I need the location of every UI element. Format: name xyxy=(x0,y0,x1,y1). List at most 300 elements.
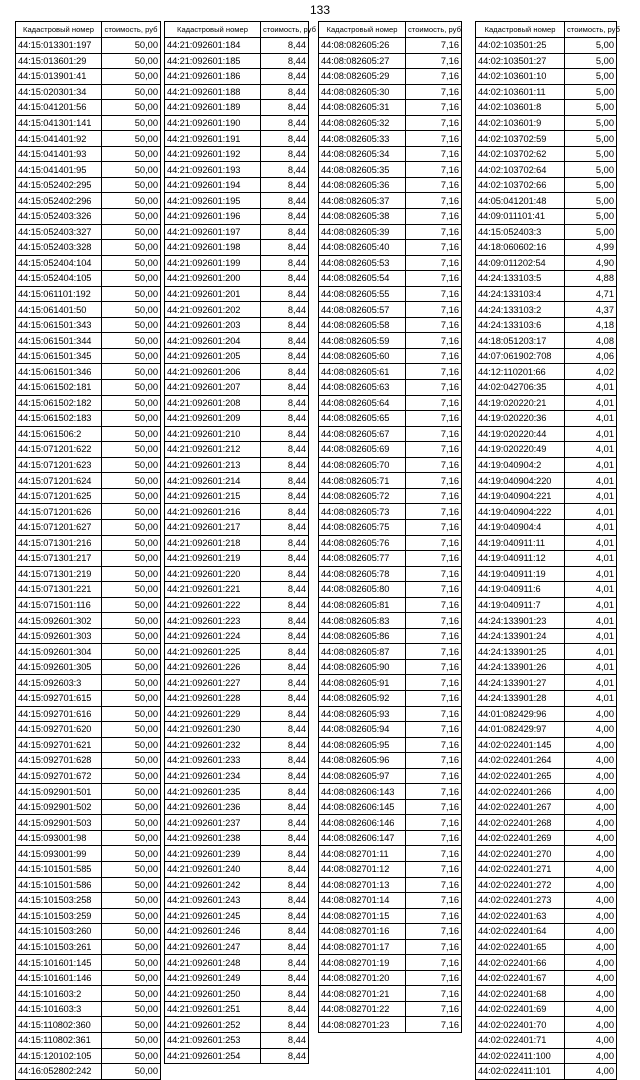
header-cost: стоимость, руб xyxy=(406,22,462,38)
cost-cell: 8,44 xyxy=(261,753,309,769)
cadastral-number-cell: 44:12:110201:66 xyxy=(476,364,565,380)
cost-cell: 7,16 xyxy=(406,271,462,287)
cost-cell: 50,00 xyxy=(102,690,161,706)
cost-cell: 5,00 xyxy=(565,84,617,100)
cadastral-number-cell: 44:21:092601:242 xyxy=(165,877,261,893)
cadastral-number-cell: 44:15:041201:56 xyxy=(16,100,102,116)
cadastral-number-cell: 44:15:041301:141 xyxy=(16,115,102,131)
cost-cell: 7,16 xyxy=(406,411,462,427)
cadastral-number-cell: 44:02:022401:69 xyxy=(476,1001,565,1017)
cadastral-number-cell: 44:15:041401:95 xyxy=(16,162,102,178)
table-row xyxy=(16,426,161,442)
cost-cell: 50,00 xyxy=(102,442,161,458)
table-row xyxy=(165,613,309,629)
cost-cell: 50,00 xyxy=(102,830,161,846)
table-row xyxy=(165,84,309,100)
cost-cell: 4,00 xyxy=(565,1048,617,1064)
cadastral-number-cell: 44:02:022401:271 xyxy=(476,861,565,877)
cost-cell: 7,16 xyxy=(406,659,462,675)
cost-cell: 4,00 xyxy=(565,893,617,909)
table-row xyxy=(16,224,161,240)
cost-cell: 8,44 xyxy=(261,722,309,738)
cadastral-number-cell: 44:08:082605:95 xyxy=(319,737,406,753)
cost-cell: 7,16 xyxy=(406,768,462,784)
table-row xyxy=(319,131,462,147)
cadastral-number-cell: 44:08:082605:80 xyxy=(319,582,406,598)
cadastral-table-4 xyxy=(475,21,620,1080)
table-row xyxy=(476,38,617,54)
table-row xyxy=(16,597,161,613)
cadastral-number-cell: 44:08:082701:16 xyxy=(319,924,406,940)
cost-cell: 50,00 xyxy=(102,426,161,442)
cost-cell: 8,44 xyxy=(261,131,309,147)
table-row xyxy=(319,302,462,318)
table-row xyxy=(16,986,161,1002)
table-row xyxy=(319,986,462,1002)
table-row xyxy=(319,84,462,100)
cadastral-number-cell: 44:21:092601:238 xyxy=(165,830,261,846)
cost-cell: 50,00 xyxy=(102,457,161,473)
table-row xyxy=(16,209,161,225)
cadastral-number-cell: 44:21:092601:254 xyxy=(165,1048,261,1064)
cadastral-number-cell: 44:15:061502:181 xyxy=(16,380,102,396)
cost-cell: 50,00 xyxy=(102,551,161,567)
cadastral-number-cell: 44:15:092601:304 xyxy=(16,644,102,660)
cadastral-number-cell: 44:19:040904:220 xyxy=(476,473,565,489)
table-row xyxy=(16,286,161,302)
cadastral-number-cell: 44:02:022401:269 xyxy=(476,830,565,846)
cadastral-number-cell: 44:02:022401:268 xyxy=(476,815,565,831)
cost-cell: 50,00 xyxy=(102,348,161,364)
table-row xyxy=(319,255,462,271)
cost-cell: 8,44 xyxy=(261,784,309,800)
cost-cell: 50,00 xyxy=(102,970,161,986)
table-row xyxy=(16,535,161,551)
table-row xyxy=(16,893,161,909)
cost-cell: 8,44 xyxy=(261,224,309,240)
table-row xyxy=(16,799,161,815)
cost-cell: 5,00 xyxy=(565,162,617,178)
cost-cell: 8,44 xyxy=(261,768,309,784)
table-row xyxy=(16,613,161,629)
cost-cell: 4,99 xyxy=(565,240,617,256)
cadastral-number-cell: 44:15:092901:503 xyxy=(16,815,102,831)
table-row xyxy=(165,597,309,613)
cost-cell: 7,16 xyxy=(406,597,462,613)
cadastral-number-cell: 44:15:071201:623 xyxy=(16,457,102,473)
cost-cell: 8,44 xyxy=(261,84,309,100)
cost-cell: 7,16 xyxy=(406,395,462,411)
cost-cell: 8,44 xyxy=(261,348,309,364)
table-row xyxy=(319,551,462,567)
cadastral-number-cell: 44:15:120102:105 xyxy=(16,1048,102,1064)
cost-cell: 5,00 xyxy=(565,131,617,147)
cadastral-number-cell: 44:08:082605:97 xyxy=(319,768,406,784)
table-row xyxy=(16,162,161,178)
cadastral-number-cell: 44:08:082605:33 xyxy=(319,131,406,147)
header-cost: стоимость, руб xyxy=(565,22,617,38)
cost-cell: 8,44 xyxy=(261,255,309,271)
cadastral-number-cell: 44:15:101503:261 xyxy=(16,939,102,955)
cadastral-number-cell: 44:08:082701:22 xyxy=(319,1001,406,1017)
cadastral-number-cell: 44:08:082701:19 xyxy=(319,955,406,971)
cost-cell: 4,00 xyxy=(565,970,617,986)
cadastral-number-cell: 44:15:101503:260 xyxy=(16,924,102,940)
table-row xyxy=(16,100,161,116)
table-row xyxy=(165,364,309,380)
cadastral-number-cell: 44:08:082605:72 xyxy=(319,488,406,504)
cadastral-number-cell: 44:15:092601:305 xyxy=(16,659,102,675)
cost-cell: 7,16 xyxy=(406,209,462,225)
cost-cell: 8,44 xyxy=(261,830,309,846)
table-row xyxy=(476,348,617,364)
table-row xyxy=(16,955,161,971)
table-row xyxy=(165,955,309,971)
cadastral-number-cell: 44:01:082429:97 xyxy=(476,722,565,738)
cost-cell: 7,16 xyxy=(406,582,462,598)
table-row xyxy=(165,924,309,940)
cost-cell: 50,00 xyxy=(102,1033,161,1049)
cadastral-number-cell: 44:15:071201:624 xyxy=(16,473,102,489)
cadastral-number-cell: 44:08:082605:64 xyxy=(319,395,406,411)
cadastral-number-cell: 44:19:040911:11 xyxy=(476,535,565,551)
cadastral-number-cell: 44:19:020220:36 xyxy=(476,411,565,427)
cost-cell: 5,00 xyxy=(565,100,617,116)
cost-cell: 8,44 xyxy=(261,1017,309,1033)
cadastral-number-cell: 44:02:022401:270 xyxy=(476,846,565,862)
table-row xyxy=(16,582,161,598)
cadastral-number-cell: 44:08:082701:15 xyxy=(319,908,406,924)
cadastral-number-cell: 44:21:092601:227 xyxy=(165,675,261,691)
cost-cell: 7,16 xyxy=(406,628,462,644)
cost-cell: 7,16 xyxy=(406,846,462,862)
table-row xyxy=(16,519,161,535)
cadastral-number-cell: 44:08:082605:71 xyxy=(319,473,406,489)
table-row xyxy=(476,519,617,535)
cost-cell: 5,00 xyxy=(565,224,617,240)
table-row xyxy=(476,675,617,691)
cadastral-number-cell: 44:08:082605:59 xyxy=(319,333,406,349)
table-row xyxy=(165,675,309,691)
cadastral-number-cell: 44:08:082606:143 xyxy=(319,784,406,800)
cadastral-number-cell: 44:15:061502:183 xyxy=(16,411,102,427)
table-row xyxy=(16,395,161,411)
cadastral-number-cell: 44:15:061501:344 xyxy=(16,333,102,349)
cost-cell: 4,00 xyxy=(565,877,617,893)
table-row xyxy=(165,209,309,225)
table-row xyxy=(16,488,161,504)
table-row xyxy=(476,473,617,489)
cadastral-number-cell: 44:08:082605:54 xyxy=(319,271,406,287)
table-row xyxy=(476,690,617,706)
cadastral-number-cell: 44:21:092601:225 xyxy=(165,644,261,660)
cost-cell: 8,44 xyxy=(261,737,309,753)
cadastral-number-cell: 44:21:092601:226 xyxy=(165,659,261,675)
cadastral-number-cell: 44:21:092601:236 xyxy=(165,799,261,815)
cost-cell: 7,16 xyxy=(406,317,462,333)
table-row xyxy=(319,1017,462,1033)
cost-cell: 5,00 xyxy=(565,69,617,85)
table-row xyxy=(16,877,161,893)
cadastral-number-cell: 44:08:082605:94 xyxy=(319,722,406,738)
cost-cell: 7,16 xyxy=(406,146,462,162)
table-row xyxy=(319,955,462,971)
table-row xyxy=(476,317,617,333)
cadastral-number-cell: 44:19:020220:44 xyxy=(476,426,565,442)
cost-cell: 8,44 xyxy=(261,659,309,675)
table-row xyxy=(165,737,309,753)
table-row xyxy=(476,1017,617,1033)
cadastral-number-cell: 44:21:092601:189 xyxy=(165,100,261,116)
cost-cell: 4,01 xyxy=(565,488,617,504)
cadastral-number-cell: 44:15:052402:295 xyxy=(16,177,102,193)
cadastral-number-cell: 44:15:101503:259 xyxy=(16,908,102,924)
table-row xyxy=(165,271,309,287)
cadastral-number-cell: 44:02:022401:265 xyxy=(476,768,565,784)
cadastral-number-cell: 44:15:071301:217 xyxy=(16,551,102,567)
cadastral-number-cell: 44:15:101603:3 xyxy=(16,1001,102,1017)
cadastral-number-cell: 44:21:092601:205 xyxy=(165,348,261,364)
cost-cell: 50,00 xyxy=(102,799,161,815)
cadastral-number-cell: 44:21:092601:207 xyxy=(165,380,261,396)
cadastral-number-cell: 44:08:082605:57 xyxy=(319,302,406,318)
cost-cell: 7,16 xyxy=(406,1001,462,1017)
cadastral-number-cell: 44:15:092601:303 xyxy=(16,628,102,644)
table-row xyxy=(319,815,462,831)
cost-cell: 7,16 xyxy=(406,457,462,473)
table-row xyxy=(319,939,462,955)
table-row xyxy=(476,271,617,287)
table-row xyxy=(16,69,161,85)
table-row xyxy=(476,209,617,225)
table-row xyxy=(319,970,462,986)
cost-cell: 7,16 xyxy=(406,753,462,769)
table-row xyxy=(476,131,617,147)
table-row xyxy=(476,240,617,256)
table-row xyxy=(165,348,309,364)
cost-cell: 50,00 xyxy=(102,380,161,396)
cost-cell: 50,00 xyxy=(102,209,161,225)
cost-cell: 8,44 xyxy=(261,877,309,893)
table-row xyxy=(319,457,462,473)
table-row xyxy=(16,442,161,458)
table-row xyxy=(165,255,309,271)
cadastral-number-cell: 44:21:092601:186 xyxy=(165,69,261,85)
cost-cell: 8,44 xyxy=(261,908,309,924)
cadastral-number-cell: 44:21:092601:229 xyxy=(165,706,261,722)
table-row xyxy=(476,426,617,442)
cost-cell: 4,01 xyxy=(565,411,617,427)
cost-cell: 8,44 xyxy=(261,566,309,582)
cost-cell: 8,44 xyxy=(261,970,309,986)
table-row xyxy=(16,84,161,100)
cadastral-number-cell: 44:16:052802:242 xyxy=(16,1064,102,1080)
cost-cell: 8,44 xyxy=(261,333,309,349)
cadastral-number-cell: 44:21:092601:209 xyxy=(165,411,261,427)
table-row xyxy=(165,131,309,147)
cadastral-number-cell: 44:02:103702:62 xyxy=(476,146,565,162)
cadastral-number-cell: 44:08:082605:70 xyxy=(319,457,406,473)
cost-cell: 8,44 xyxy=(261,302,309,318)
cost-cell: 8,44 xyxy=(261,395,309,411)
cadastral-number-cell: 44:21:092601:228 xyxy=(165,690,261,706)
header-cadastral-number: Кадастровый номер xyxy=(476,22,565,38)
table-row xyxy=(476,177,617,193)
table-row xyxy=(319,1001,462,1017)
table-row xyxy=(319,395,462,411)
cost-cell: 4,00 xyxy=(565,924,617,940)
table-row xyxy=(319,209,462,225)
cost-cell: 50,00 xyxy=(102,877,161,893)
cost-cell: 50,00 xyxy=(102,193,161,209)
cadastral-number-cell: 44:02:103702:59 xyxy=(476,131,565,147)
table-row xyxy=(16,722,161,738)
cost-cell: 50,00 xyxy=(102,84,161,100)
table-row xyxy=(476,706,617,722)
table-row xyxy=(476,53,617,69)
table-row xyxy=(16,240,161,256)
table-row xyxy=(476,566,617,582)
cost-cell: 8,44 xyxy=(261,955,309,971)
cost-cell: 8,44 xyxy=(261,115,309,131)
cost-cell: 4,08 xyxy=(565,333,617,349)
cadastral-number-cell: 44:15:092901:501 xyxy=(16,784,102,800)
cadastral-table-1 xyxy=(15,21,161,1080)
table-row xyxy=(476,815,617,831)
cost-cell: 4,00 xyxy=(565,908,617,924)
cadastral-number-cell: 44:08:082605:37 xyxy=(319,193,406,209)
table-row xyxy=(165,659,309,675)
cadastral-number-cell: 44:15:052404:105 xyxy=(16,271,102,287)
cost-cell: 50,00 xyxy=(102,722,161,738)
table-row xyxy=(165,162,309,178)
cadastral-number-cell: 44:08:082605:34 xyxy=(319,146,406,162)
cost-cell: 4,01 xyxy=(565,442,617,458)
cadastral-number-cell: 44:02:022401:264 xyxy=(476,753,565,769)
cadastral-number-cell: 44:21:092601:217 xyxy=(165,519,261,535)
cadastral-number-cell: 44:08:082605:60 xyxy=(319,348,406,364)
table-row xyxy=(319,690,462,706)
cost-cell: 50,00 xyxy=(102,504,161,520)
cost-cell: 50,00 xyxy=(102,706,161,722)
cost-cell: 4,00 xyxy=(565,861,617,877)
cadastral-number-cell: 44:15:110802:361 xyxy=(16,1033,102,1049)
table-row xyxy=(16,815,161,831)
cost-cell: 7,16 xyxy=(406,877,462,893)
cadastral-number-cell: 44:15:020301:34 xyxy=(16,84,102,100)
table-row xyxy=(319,628,462,644)
table-row xyxy=(476,924,617,940)
table-row xyxy=(319,877,462,893)
cadastral-number-cell: 44:08:082606:145 xyxy=(319,799,406,815)
table-row xyxy=(319,146,462,162)
cost-cell: 50,00 xyxy=(102,675,161,691)
cost-cell: 50,00 xyxy=(102,255,161,271)
table-row xyxy=(476,1048,617,1064)
cost-cell: 8,44 xyxy=(261,209,309,225)
table-row xyxy=(476,411,617,427)
header-cadastral-number: Кадастровый номер xyxy=(319,22,406,38)
cadastral-number-cell: 44:21:092601:235 xyxy=(165,784,261,800)
cadastral-number-cell: 44:21:092601:197 xyxy=(165,224,261,240)
cost-cell: 4,01 xyxy=(565,613,617,629)
table-row xyxy=(476,535,617,551)
table-row xyxy=(165,100,309,116)
cadastral-number-cell: 44:19:040911:12 xyxy=(476,551,565,567)
cadastral-number-cell: 44:15:041401:92 xyxy=(16,131,102,147)
cadastral-number-cell: 44:24:133103:4 xyxy=(476,286,565,302)
cadastral-number-cell: 44:15:071301:221 xyxy=(16,582,102,598)
cost-cell: 7,16 xyxy=(406,784,462,800)
cadastral-number-cell: 44:21:092601:216 xyxy=(165,504,261,520)
table-row xyxy=(165,582,309,598)
table-row xyxy=(476,893,617,909)
cadastral-number-cell: 44:15:013601:29 xyxy=(16,53,102,69)
table-row xyxy=(16,457,161,473)
table-row xyxy=(165,473,309,489)
cadastral-number-cell: 44:15:071201:625 xyxy=(16,488,102,504)
table-row xyxy=(165,317,309,333)
cost-cell: 8,44 xyxy=(261,317,309,333)
table-row xyxy=(476,861,617,877)
table-row xyxy=(165,799,309,815)
table-row xyxy=(319,240,462,256)
table-row xyxy=(319,737,462,753)
table-row xyxy=(319,722,462,738)
cost-cell: 50,00 xyxy=(102,38,161,54)
cost-cell: 7,16 xyxy=(406,380,462,396)
table-row xyxy=(476,224,617,240)
cadastral-number-cell: 44:08:082605:39 xyxy=(319,224,406,240)
cost-cell: 7,16 xyxy=(406,84,462,100)
table-row xyxy=(16,861,161,877)
table-header-row xyxy=(165,22,309,38)
table-row xyxy=(319,846,462,862)
table-row xyxy=(476,488,617,504)
cadastral-number-cell: 44:08:082605:91 xyxy=(319,675,406,691)
cost-cell: 8,44 xyxy=(261,442,309,458)
table-row xyxy=(16,551,161,567)
cost-cell: 7,16 xyxy=(406,442,462,458)
cost-cell: 7,16 xyxy=(406,799,462,815)
table-row xyxy=(16,628,161,644)
cost-cell: 8,44 xyxy=(261,706,309,722)
table-row xyxy=(319,519,462,535)
cost-cell: 5,00 xyxy=(565,53,617,69)
cost-cell: 7,16 xyxy=(406,488,462,504)
cadastral-number-cell: 44:21:092601:224 xyxy=(165,628,261,644)
header-cadastral-number: Кадастровый номер xyxy=(165,22,261,38)
cost-cell: 50,00 xyxy=(102,955,161,971)
cost-cell: 7,16 xyxy=(406,193,462,209)
table-row xyxy=(165,488,309,504)
table-row xyxy=(16,566,161,582)
cost-cell: 4,02 xyxy=(565,364,617,380)
table-row xyxy=(319,893,462,909)
cadastral-number-cell: 44:21:092601:190 xyxy=(165,115,261,131)
table-row xyxy=(16,924,161,940)
cost-cell: 50,00 xyxy=(102,784,161,800)
cadastral-number-cell: 44:02:022401:273 xyxy=(476,893,565,909)
table-row xyxy=(476,955,617,971)
cadastral-number-cell: 44:09:011101:41 xyxy=(476,209,565,225)
table-row xyxy=(165,706,309,722)
cadastral-number-cell: 44:21:092601:218 xyxy=(165,535,261,551)
cadastral-number-cell: 44:24:133901:27 xyxy=(476,675,565,691)
table-row xyxy=(476,846,617,862)
cadastral-number-cell: 44:02:022411:100 xyxy=(476,1048,565,1064)
cost-cell: 7,16 xyxy=(406,53,462,69)
